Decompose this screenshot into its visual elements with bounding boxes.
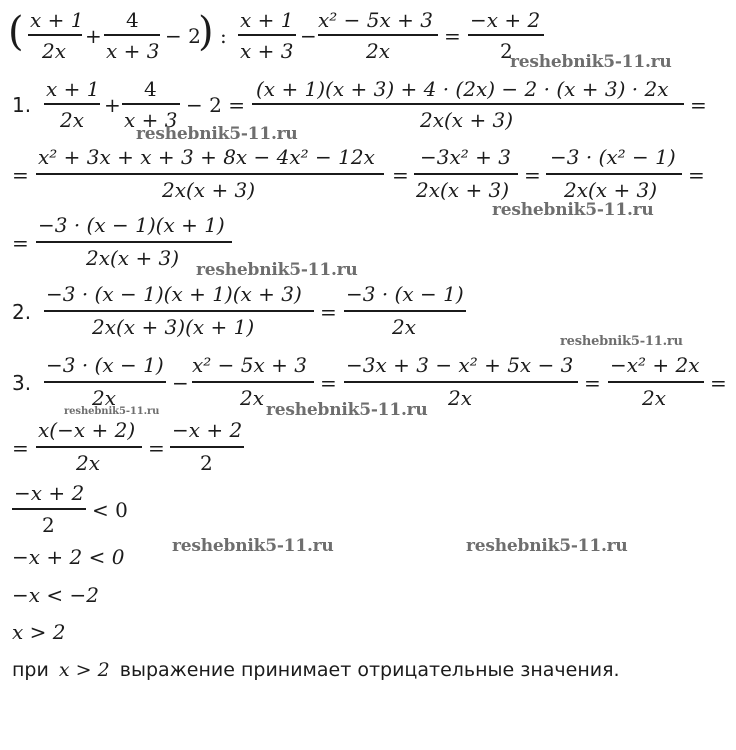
s1-tail: − 2 = [186,93,245,117]
task-bar-4 [318,34,438,36]
ineq-num: −x + 2 [14,481,85,505]
step-3-label: 3. [12,371,32,395]
ineq-line-4: x > 2 [12,620,66,644]
s1-den-1: 2x [60,108,85,132]
s1c-den: 2x(x + 3) [86,246,180,270]
watermark-5: reshebnik5-11.ru [560,334,683,349]
s3-eq-2: = [584,371,601,395]
s1b-eq-2: = [524,163,541,187]
task-res-bar [468,34,544,36]
watermark-2: reshebnik5-11.ru [136,124,298,144]
s3-num-1: −3 · (x − 1) [46,353,164,377]
task-den-2: x + 3 [106,39,160,63]
ineq-line-3: −x < −2 [12,583,99,607]
s1c-num: −3 · (x − 1)(x + 1) [38,213,225,237]
task-num-4: x² − 5x + 3 [318,8,433,32]
s1-plus: + [104,93,121,117]
s1-bar-2 [122,103,180,105]
task-minus: − [300,24,317,48]
watermark-9: reshebnik5-11.ru [466,536,628,556]
s3-bar-3 [344,381,578,383]
ineq-line-2: −x + 2 < 0 [12,545,125,569]
s1-num-1: x + 1 [46,77,100,101]
s1b-num-1: x² + 3x + x + 3 + 8x − 4x² − 12x [38,145,375,169]
watermark-8: reshebnik5-11.ru [172,536,334,556]
s1b-num-3: −3 · (x² − 1) [550,145,676,169]
task-res-den: 2 [500,39,513,63]
watermark-6: reshebnik5-11.ru [266,400,428,420]
s2-num-1: −3 · (x − 1)(x + 1)(x + 3) [46,282,302,306]
watermark-1: reshebnik5-11.ru [510,52,672,72]
s1b-den-2: 2x(x + 3) [416,178,510,202]
watermark-7: reshebnik5-11.ru [64,406,160,417]
s3-eq-3: = [710,371,727,395]
task-den-1: 2x [42,39,67,63]
s1b-num-2: −3x² + 3 [420,145,511,169]
s1-bar-1 [44,103,100,105]
close-paren: ) [198,9,214,55]
s3b-den-2: 2 [200,451,213,475]
s1-num-2: 4 [144,77,157,101]
s3b-num-2: −x + 2 [172,418,243,442]
task-den-4: 2x [366,39,391,63]
s1b-bar-3 [546,173,682,175]
s3-bar-1 [44,381,166,383]
s3-den-4: 2x [642,386,667,410]
s1-res-bar [252,103,684,105]
s3b-bar-2 [170,446,244,448]
s1-res-num: (x + 1)(x + 3) + 4 · (2x) − 2 · (x + 3) · 2x [256,77,669,101]
task-bar-1 [28,34,82,36]
s3-den-2: 2x [240,386,265,410]
task-num-2: 4 [126,8,139,32]
task-bar-2 [104,34,160,36]
s2-eq: = [320,300,337,324]
s3b-bar-1 [36,446,142,448]
s2-den-2: 2x [392,315,417,339]
step-1-label: 1. [12,93,32,117]
ineq-rel: < 0 [92,498,128,522]
open-paren: ( [8,9,24,55]
watermark-4: reshebnik5-11.ru [196,260,358,280]
s1b-bar-1 [36,173,384,175]
s1c-lead: = [12,231,29,255]
step-2-label: 2. [12,300,32,324]
s1-den-2: x + 3 [124,108,178,132]
s3-eq-1: = [320,371,337,395]
s1c-bar [36,241,232,243]
watermark-3: reshebnik5-11.ru [492,200,654,220]
ineq-den: 2 [42,513,55,537]
s1b-eq-1: = [392,163,409,187]
s1b-bar-2 [414,173,518,175]
s3-bar-4 [608,381,704,383]
s3-minus: − [172,371,189,395]
s1b-den-1: 2x(x + 3) [162,178,256,202]
s1-eq: = [690,93,707,117]
task-num-3: x + 1 [240,8,294,32]
task-eq: = [444,24,461,48]
s1b-den-3: 2x(x + 3) [564,178,658,202]
s2-num-2: −3 · (x − 1) [346,282,464,306]
s3-bar-2 [192,381,314,383]
s1b-eq-3: = [688,163,705,187]
s2-bar-1 [44,310,314,312]
s1b-lead: = [12,163,29,187]
task-tail: − 2 [165,24,201,48]
s3b-lead: = [12,436,29,460]
s3-num-2: x² − 5x + 3 [192,353,307,377]
answer-condition: x > 2 [58,659,110,681]
s1-res-den: 2x(x + 3) [420,108,514,132]
s3-num-4: −x² + 2x [610,353,700,377]
ineq-bar [12,508,86,510]
task-den-3: x + 3 [240,39,294,63]
task-res-num: −x + 2 [470,8,541,32]
answer-prefix: при [12,659,49,681]
task-colon: : [220,24,227,48]
s2-den-1: 2x(x + 3)(x + 1) [92,315,255,339]
task-num-1: x + 1 [30,8,84,32]
s3b-den-1: 2x [76,451,101,475]
s3-num-3: −3x + 3 − x² + 5x − 3 [346,353,574,377]
answer-suffix: выражение принимает отрицательные значения. [119,659,620,681]
s3-den-1: 2x [92,386,117,410]
s2-bar-2 [344,310,466,312]
s3b-eq: = [148,436,165,460]
task-plus: + [85,24,102,48]
s3b-num-1: x(−x + 2) [38,418,136,442]
answer-sentence [12,659,620,681]
task-bar-3 [238,34,296,36]
s3-den-3: 2x [448,386,473,410]
